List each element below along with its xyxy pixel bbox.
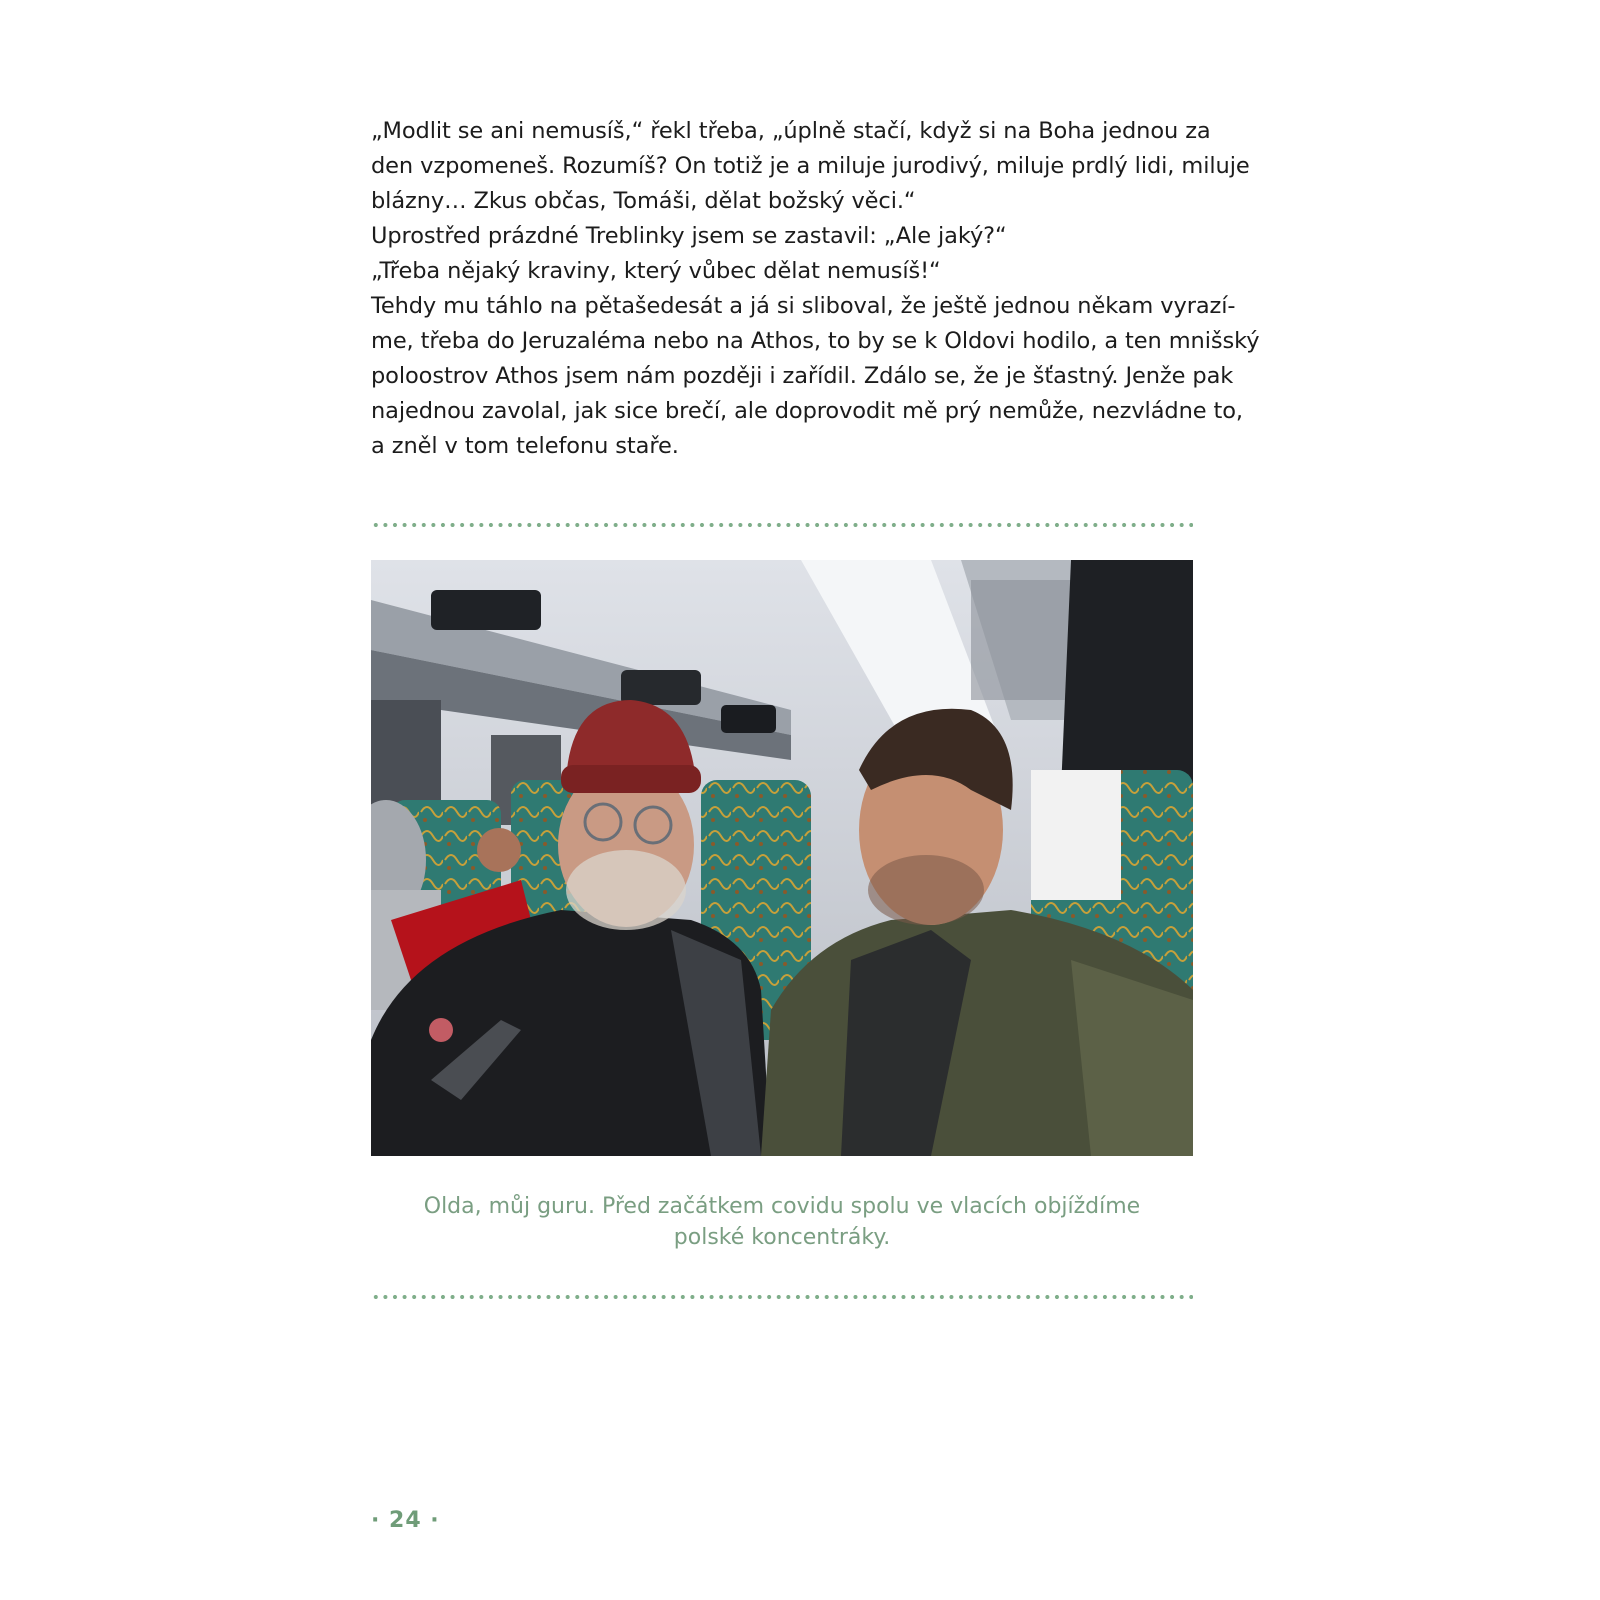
text-line: me, třeba do Jeruzaléma nebo na Athos, to by se k Oldovi hodilo, a ten mnišský <box>371 328 1260 354</box>
train-photo <box>371 560 1193 1156</box>
photo-caption <box>371 1191 1193 1253</box>
text-line: Uprostřed prázdné Treblinky jsem se zastavil: „Ale jaký?“ <box>371 223 1007 249</box>
page-number: · 24 · <box>371 1508 440 1533</box>
body-text <box>371 114 1260 464</box>
caption-line: polské koncentráky. <box>673 1225 891 1250</box>
caption-line: Olda, můj guru. Před začátkem covidu spolu ve vlacích objíždíme <box>423 1194 1141 1219</box>
dotted-divider-bottom <box>371 1294 1193 1300</box>
text-line: najednou zavolal, jak sice brečí, ale doprovodit mě prý nemůže, nezvládne to, <box>371 398 1243 424</box>
text-line: „Třeba nějaký kraviny, který vůbec dělat nemusíš!“ <box>371 258 941 284</box>
dotted-divider-top <box>371 522 1193 528</box>
text-line: a zněl v tom telefonu staře. <box>371 433 679 459</box>
text-line: poloostrov Athos jsem nám později i zařídil. Zdálo se, že je šťastný. Jenže pak <box>371 363 1234 389</box>
text-line: blázny… Zkus občas, Tomáši, dělat božský věci.“ <box>371 188 916 214</box>
text-line: den vzpomeneš. Rozumíš? On totiž je a miluje jurodivý, miluje prdlý lidi, miluje <box>371 153 1250 179</box>
text-line: „Modlit se ani nemusíš,“ řekl třeba, „úplně stačí, když si na Boha jednou za <box>371 118 1211 144</box>
text-line: Tehdy mu táhlo na pětašedesát a já si sliboval, že ještě jednou někam vyrazí- <box>371 293 1236 319</box>
